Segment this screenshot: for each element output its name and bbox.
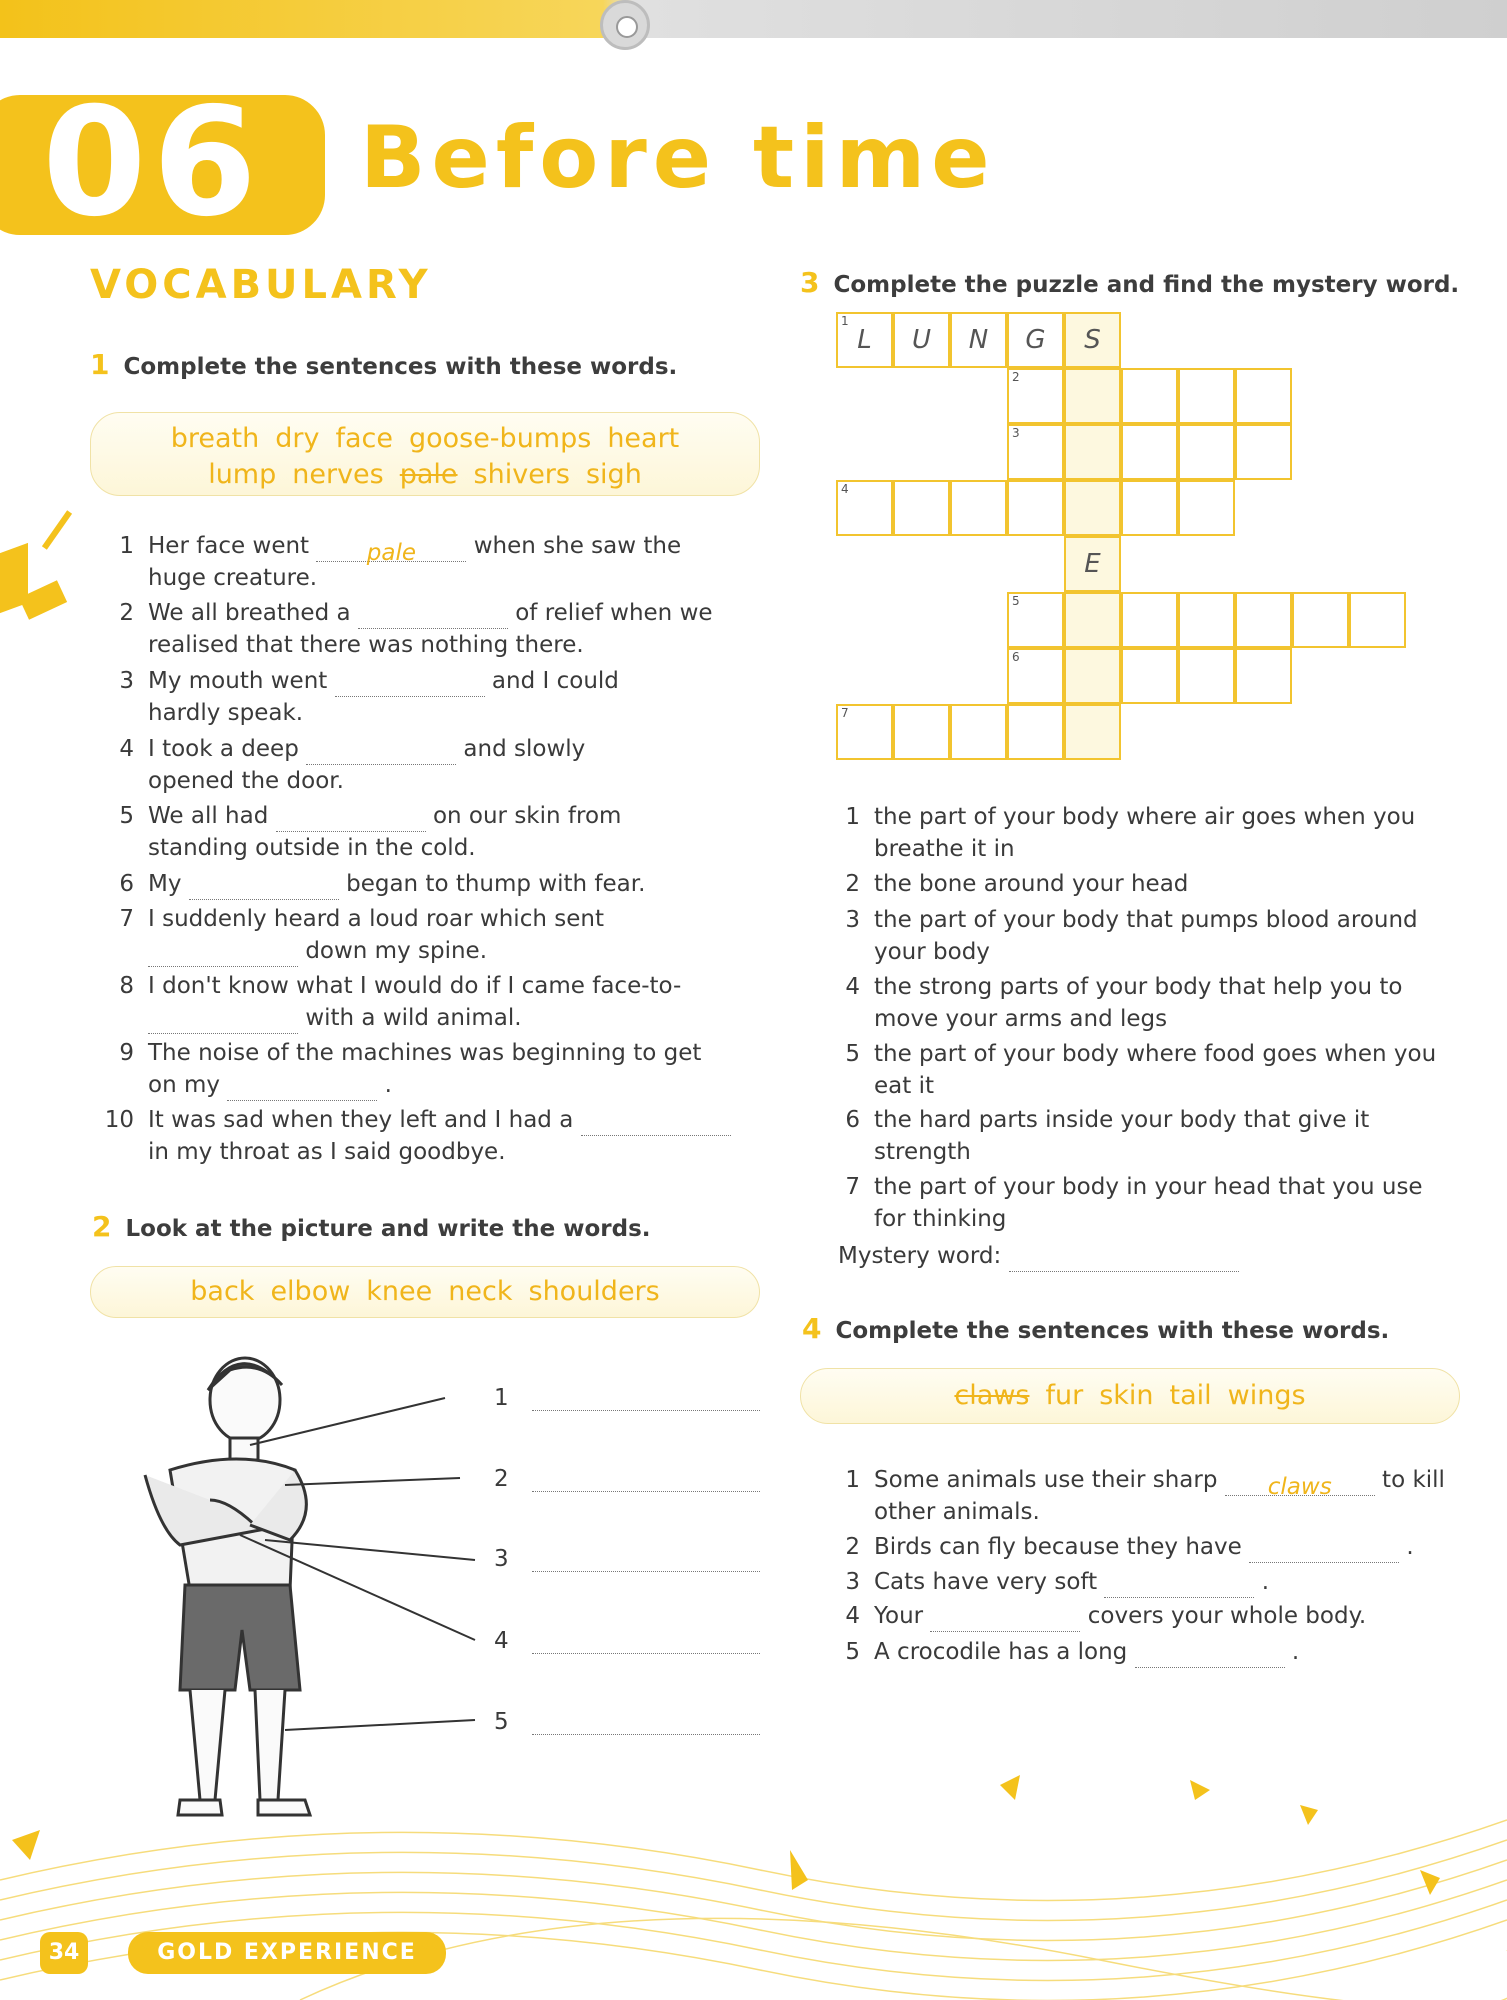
answer-blank[interactable] <box>148 1009 298 1034</box>
crossword-cell[interactable]: E <box>1064 536 1121 592</box>
binding-ring-icon <box>600 0 650 50</box>
crossword-cell[interactable]: 2 <box>1007 368 1064 424</box>
picture-label: 4 <box>494 1625 774 1657</box>
answer-blank[interactable] <box>581 1111 731 1136</box>
exercise-4-item: 3 Cats have very soft . <box>820 1566 1480 1598</box>
answer-blank[interactable] <box>148 942 298 967</box>
crossword-cell[interactable] <box>1121 480 1178 536</box>
answer-blank[interactable]: claws <box>1225 1471 1375 1496</box>
answer-blank[interactable] <box>276 807 426 832</box>
decorative-shard <box>42 510 72 549</box>
decorative-shard <box>1000 1775 1020 1800</box>
decorative-shard <box>1420 1870 1440 1895</box>
decorative-shard <box>12 1830 40 1860</box>
crossword-cell[interactable] <box>1178 368 1235 424</box>
exercise-4-item: 4 Your covers your whole body. <box>820 1600 1480 1632</box>
picture-label: 5 <box>494 1706 774 1738</box>
unit-title: Before time <box>360 108 996 208</box>
crossword-cell[interactable] <box>1064 424 1121 480</box>
crossword-cell[interactable]: 3 <box>1007 424 1064 480</box>
exercise-4-item: 2 Birds can fly because they have . <box>820 1531 1480 1563</box>
answer-blank[interactable] <box>1249 1538 1399 1563</box>
exercise-4-heading: 4 Complete the sentences with these words. <box>802 1312 1390 1345</box>
crossword-cell[interactable] <box>1349 592 1406 648</box>
answer-blank[interactable] <box>532 1547 760 1572</box>
top-binding-strip <box>0 0 1507 38</box>
exercise-1-word-box: breath dry face goose-bumps heart lump nerves pale shivers sigh <box>90 412 760 496</box>
crossword-cell[interactable] <box>1007 480 1064 536</box>
crossword-cell[interactable] <box>893 704 950 760</box>
crossword-cell[interactable] <box>1178 480 1235 536</box>
answer-blank[interactable] <box>532 1629 760 1654</box>
exercise-1-item: 1 Her face went pale when she saw the huge creature. <box>119 533 682 591</box>
picture-label: 2 <box>494 1463 774 1495</box>
crossword-cell[interactable]: G <box>1007 312 1064 368</box>
crossword-clue: 1 the part of your body where air goes when you breathe it in <box>845 804 1416 862</box>
crossword-clue: 5 the part of your body where food goes when you eat it <box>845 1041 1437 1099</box>
crossword-clue: 3 the part of your body that pumps blood around your body <box>845 907 1418 965</box>
exercise-3-heading: 3 Complete the puzzle and find the mystery word. <box>800 266 1460 299</box>
answer-blank[interactable] <box>189 875 339 900</box>
crossword-cell[interactable] <box>1064 704 1121 760</box>
exercise-1-item: 8 I don't know what I would do if I came face-to- with a wild animal. <box>94 970 774 1034</box>
exercise-1-item: 6 My began to thump with fear. <box>94 868 774 900</box>
decorative-shard <box>1190 1780 1210 1800</box>
answer-blank[interactable] <box>532 1386 760 1411</box>
crossword-cell[interactable]: 6 <box>1007 648 1064 704</box>
crossword-cell[interactable] <box>1007 704 1064 760</box>
crossword-cell[interactable] <box>1292 592 1349 648</box>
decorative-shard <box>1300 1805 1318 1825</box>
exercise-4-word-box: claws fur skin tail wings <box>800 1368 1460 1424</box>
crossword-cell[interactable] <box>1064 480 1121 536</box>
exercise-2-heading: 2 Look at the picture and write the words. <box>92 1210 651 1243</box>
crossword-cell[interactable] <box>1235 368 1292 424</box>
exercise-1-item: 10 It was sad when they left and I had a in my throat as I said goodbye. <box>94 1104 774 1168</box>
exercise-1-item: 4 I took a deep and slowly opened the door. <box>119 736 586 794</box>
crossword-cell[interactable] <box>950 704 1007 760</box>
crossword-cell[interactable] <box>1121 424 1178 480</box>
crossword-cell[interactable]: S <box>1064 312 1121 368</box>
crossword-clue: 7 the part of your body in your head that you use for thinking <box>845 1174 1423 1232</box>
crossword-cell[interactable] <box>1235 592 1292 648</box>
answer-blank[interactable] <box>358 604 508 629</box>
crossword-cell[interactable] <box>1121 648 1178 704</box>
crossword-cell[interactable]: N <box>950 312 1007 368</box>
crossword-clue: 4 the strong parts of your body that help you to move your arms and legs <box>845 974 1403 1032</box>
page-number: 34 <box>40 1932 88 1974</box>
crossword-cell[interactable]: 7 <box>836 704 893 760</box>
answer-blank[interactable] <box>930 1607 1080 1632</box>
exercise-2-word-box: back elbow knee neck shoulders <box>90 1266 760 1318</box>
crossword-cell[interactable] <box>950 480 1007 536</box>
footer-brand: GOLD EXPERIENCE <box>128 1932 446 1974</box>
exercise-1-heading: 1 Complete the sentences with these words. <box>90 348 678 381</box>
crossword-cell[interactable] <box>1064 592 1121 648</box>
answer-blank[interactable] <box>306 740 456 765</box>
crossword-cell[interactable]: 4 <box>836 480 893 536</box>
crossword-grid <box>836 312 1416 768</box>
crossword-cell[interactable] <box>1235 424 1292 480</box>
answer-blank[interactable] <box>335 672 485 697</box>
crossword-clue: 2 the bone around your head <box>845 871 1189 897</box>
crossword-cell[interactable]: 1 L <box>836 312 893 368</box>
answer-blank[interactable] <box>1009 1247 1239 1272</box>
exercise-4-item: 5 A crocodile has a long . <box>820 1636 1480 1668</box>
crossword-cell[interactable]: 5 <box>1007 592 1064 648</box>
exercise-1-item: 2 We all breathed a of relief when we realised that there was nothing there. <box>119 600 713 658</box>
crossword-cell[interactable] <box>1064 648 1121 704</box>
answer-blank[interactable] <box>227 1076 377 1101</box>
answer-blank[interactable] <box>1135 1643 1285 1668</box>
crossword-cell[interactable] <box>1178 424 1235 480</box>
crossword-clue: 6 the hard parts inside your body that give it strength <box>845 1107 1370 1165</box>
exercise-1-item: 3 My mouth went and I could hardly speak. <box>119 668 619 726</box>
crossword-cell[interactable]: U <box>893 312 950 368</box>
crossword-cell[interactable] <box>1178 592 1235 648</box>
exercise-1-item: 9 The noise of the machines was beginning to get on my . <box>94 1037 774 1101</box>
answer-blank[interactable] <box>1104 1573 1254 1598</box>
decorative-shard <box>790 1850 808 1890</box>
answer-blank[interactable]: pale <box>316 537 466 562</box>
mystery-word-line: Mystery word: <box>838 1240 1478 1272</box>
unit-number: 06 <box>42 76 263 250</box>
crossword-cell[interactable] <box>1121 592 1178 648</box>
crossword-cell[interactable] <box>1235 648 1292 704</box>
exercise-1-item: 5 We all had on our skin from standing outside in the cold. <box>119 803 622 861</box>
answer-blank[interactable] <box>532 1467 760 1492</box>
crossword-cell[interactable] <box>893 480 950 536</box>
section-title: VOCABULARY <box>90 262 432 308</box>
crossword-cell[interactable] <box>1064 368 1121 424</box>
crossword-cell[interactable] <box>1121 368 1178 424</box>
crossword-cell[interactable] <box>1178 648 1235 704</box>
exercise-4-item: 1 Some animals use their sharp claws to kill other animals. <box>845 1467 1445 1525</box>
exercise-1-item: 7 I suddenly heard a loud roar which sent down my spine. <box>94 903 774 967</box>
picture-label: 3 <box>494 1543 774 1575</box>
picture-label: 1 <box>494 1382 774 1414</box>
